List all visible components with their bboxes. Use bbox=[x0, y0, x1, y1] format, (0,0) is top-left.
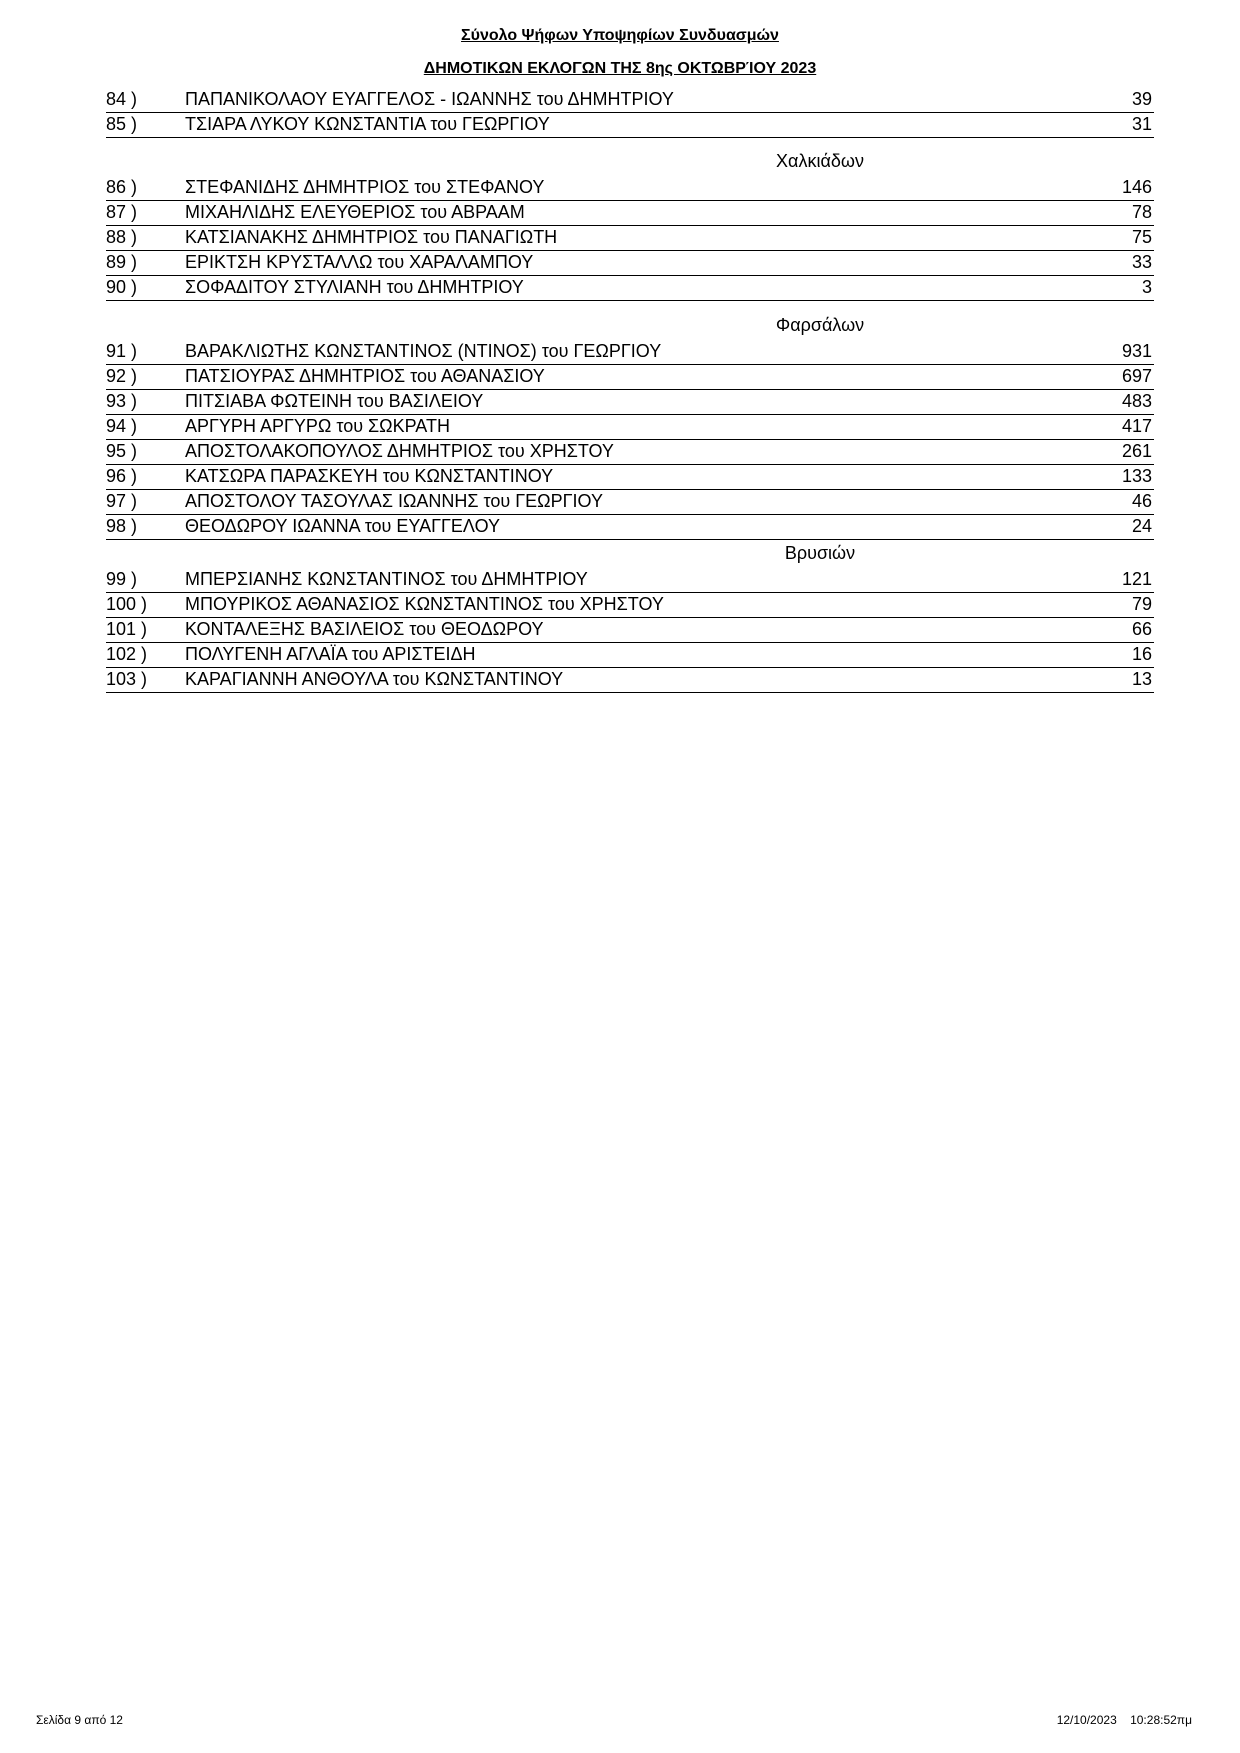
vote-count: 483 bbox=[1121, 391, 1152, 411]
candidate-name: ΚΑΡΑΓΙΑΝΝΗ ΑΝΘΟΥΛΑ του ΚΩΝΣΤΑΝΤΙΝΟΥ bbox=[185, 669, 564, 689]
candidate-name: ΠΙΤΣΙΑΒΑ ΦΩΤΕΙΝΗ του ΒΑΣΙΛΕΙΟΥ bbox=[185, 391, 484, 411]
row-number: 103 ) bbox=[106, 669, 148, 689]
candidate-name: ΚΟΝΤΑΛΕΞΗΣ ΒΑΣΙΛΕΙΟΣ του ΘΕΟΔΩΡΟΥ bbox=[185, 619, 544, 639]
table-row bbox=[106, 490, 1154, 515]
row-number: 101 ) bbox=[106, 619, 148, 639]
candidate-name: ΜΠΟΥΡΙΚΟΣ ΑΘΑΝΑΣΙΟΣ ΚΩΝΣΤΑΝΤΙΝΟΣ του ΧΡΗΣΤΟΥ bbox=[185, 594, 664, 614]
candidate-name: ΠΑΤΣΙΟΥΡΑΣ ΔΗΜΗΤΡΙΟΣ του ΑΘΑΝΑΣΙΟΥ bbox=[185, 366, 545, 386]
vote-count: 39 bbox=[1131, 89, 1152, 109]
print-timestamp: 12/10/2023 10:28:52πμ bbox=[1056, 1713, 1192, 1727]
table-row bbox=[106, 226, 1154, 251]
candidate-name: ΤΣΙΑΡΑ ΛΥΚΟΥ ΚΩΝΣΤΑΝΤΙΑ του ΓΕΩΡΓΙΟΥ bbox=[185, 114, 550, 134]
table-row bbox=[106, 515, 1154, 540]
table-row bbox=[106, 440, 1154, 465]
row-number: 97 ) bbox=[106, 491, 138, 511]
candidate-name: ΑΡΓΥΡΗ ΑΡΓΥΡΩ του ΣΩΚΡΑΤΗ bbox=[185, 416, 450, 436]
vote-count: 121 bbox=[1121, 569, 1152, 589]
table-row bbox=[106, 390, 1154, 415]
row-number: 99 ) bbox=[106, 569, 138, 589]
vote-count: 46 bbox=[1131, 491, 1152, 511]
vote-count: 75 bbox=[1131, 227, 1152, 247]
candidate-name: ΚΑΤΣΩΡΑ ΠΑΡΑΣΚΕΥΗ του ΚΩΝΣΤΑΝΤΙΝΟΥ bbox=[185, 466, 554, 486]
row-number: 102 ) bbox=[106, 644, 148, 664]
row-number: 98 ) bbox=[106, 516, 138, 536]
table-row bbox=[106, 340, 1154, 365]
vote-count: 66 bbox=[1131, 619, 1152, 639]
table-row bbox=[106, 201, 1154, 226]
candidate-name: ΑΠΟΣΤΟΛΑΚΟΠΟΥΛΟΣ ΔΗΜΗΤΡΙΟΣ του ΧΡΗΣΤΟΥ bbox=[185, 441, 614, 461]
vote-count: 261 bbox=[1121, 441, 1152, 461]
vote-count: 79 bbox=[1131, 594, 1152, 614]
table-row bbox=[106, 618, 1154, 643]
candidate-name: ΘΕΟΔΩΡΟΥ ΙΩΑΝΝΑ του ΕΥΑΓΓΕΛΟΥ bbox=[185, 516, 500, 536]
vote-count: 146 bbox=[1121, 177, 1152, 197]
row-number: 96 ) bbox=[106, 466, 138, 486]
table-row bbox=[106, 176, 1154, 201]
vote-count: 13 bbox=[1131, 669, 1152, 689]
vote-count: 31 bbox=[1131, 114, 1152, 134]
candidate-name: ΒΑΡΑΚΛΙΩΤΗΣ ΚΩΝΣΤΑΝΤΙΝΟΣ (ΝΤΙΝΟΣ) του ΓΕΩΡΓΙΟΥ bbox=[185, 341, 662, 361]
table-row bbox=[106, 643, 1154, 668]
vote-count: 417 bbox=[1121, 416, 1152, 436]
row-number: 90 ) bbox=[106, 277, 138, 297]
candidate-name: ΚΑΤΣΙΑΝΑΚΗΣ ΔΗΜΗΤΡΙΟΣ του ΠΑΝΑΓΙΩΤΗ bbox=[185, 227, 558, 247]
candidate-name: ΕΡΙΚΤΣΗ ΚΡΥΣΤΑΛΛΩ του ΧΑΡΑΛΑΜΠΟΥ bbox=[185, 252, 534, 272]
row-number: 95 ) bbox=[106, 441, 138, 461]
section-heading: Βρυσιών bbox=[784, 543, 856, 563]
row-number: 91 ) bbox=[106, 341, 138, 361]
table-row bbox=[106, 568, 1154, 593]
candidate-name: ΜΙΧΑΗΛΙΔΗΣ ΕΛΕΥΘΕΡΙΟΣ του ΑΒΡΑΑΜ bbox=[185, 202, 525, 222]
row-number: 92 ) bbox=[106, 366, 138, 386]
candidate-name: ΑΠΟΣΤΟΛΟΥ ΤΑΣΟΥΛΑΣ ΙΩΑΝΝΗΣ του ΓΕΩΡΓΙΟΥ bbox=[185, 491, 603, 511]
row-number: 88 ) bbox=[106, 227, 138, 247]
row-number: 85 ) bbox=[106, 114, 138, 134]
candidate-name: ΣΟΦΑΔΙΤΟΥ ΣΤΥΛΙΑΝΗ του ΔΗΜΗΤΡΙΟΥ bbox=[185, 277, 524, 297]
document-subtitle: ΔΗΜΟΤΙΚΩΝ ΕΚΛΟΓΩΝ ΤΗΣ 8ης ΟΚΤΩΒΡΊΟΥ 2023 bbox=[423, 60, 817, 77]
table-row bbox=[106, 465, 1154, 490]
table-row bbox=[106, 113, 1154, 138]
vote-count: 24 bbox=[1131, 516, 1152, 536]
vote-count: 33 bbox=[1131, 252, 1152, 272]
vote-count: 3 bbox=[1141, 277, 1152, 297]
section-heading: Χαλκιάδων bbox=[776, 151, 864, 171]
candidate-name: ΜΠΕΡΣΙΑΝΗΣ ΚΩΝΣΤΑΝΤΙΝΟΣ του ΔΗΜΗΤΡΙΟΥ bbox=[185, 569, 588, 589]
table-row bbox=[106, 668, 1154, 693]
row-number: 89 ) bbox=[106, 252, 138, 272]
row-number: 86 ) bbox=[106, 177, 138, 197]
table-row bbox=[106, 415, 1154, 440]
vote-count: 697 bbox=[1121, 366, 1152, 386]
vote-count: 78 bbox=[1131, 202, 1152, 222]
table-row bbox=[106, 276, 1154, 301]
row-number: 84 ) bbox=[106, 89, 138, 109]
candidate-name: ΣΤΕΦΑΝΙΔΗΣ ΔΗΜΗΤΡΙΟΣ του ΣΤΕΦΑΝΟΥ bbox=[185, 177, 545, 197]
vote-count: 931 bbox=[1121, 341, 1152, 361]
row-number: 94 ) bbox=[106, 416, 138, 436]
candidate-name: ΠΟΛΥΓΕΝΗ ΑΓΛΑΪΑ του ΑΡΙΣΤΕΙΔΗ bbox=[185, 644, 476, 664]
document-title: Σύνολο Ψήφων Υποψηφίων Συνδυασμών bbox=[461, 27, 779, 44]
section-heading: Φαρσάλων bbox=[775, 315, 865, 335]
table-row bbox=[106, 88, 1154, 113]
table-row bbox=[106, 251, 1154, 276]
candidate-name: ΠΑΠΑΝΙΚΟΛΑΟΥ ΕΥΑΓΓΕΛΟΣ - ΙΩΑΝΝΗΣ του ΔΗΜΗΤΡΙΟΥ bbox=[185, 89, 674, 109]
row-number: 87 ) bbox=[106, 202, 138, 222]
vote-count: 16 bbox=[1131, 644, 1152, 664]
row-number: 93 ) bbox=[106, 391, 138, 411]
table-row bbox=[106, 365, 1154, 390]
vote-count: 133 bbox=[1121, 466, 1152, 486]
row-number: 100 ) bbox=[106, 594, 148, 614]
table-row bbox=[106, 593, 1154, 618]
page-number: Σελίδα 9 από 12 bbox=[36, 1713, 123, 1727]
